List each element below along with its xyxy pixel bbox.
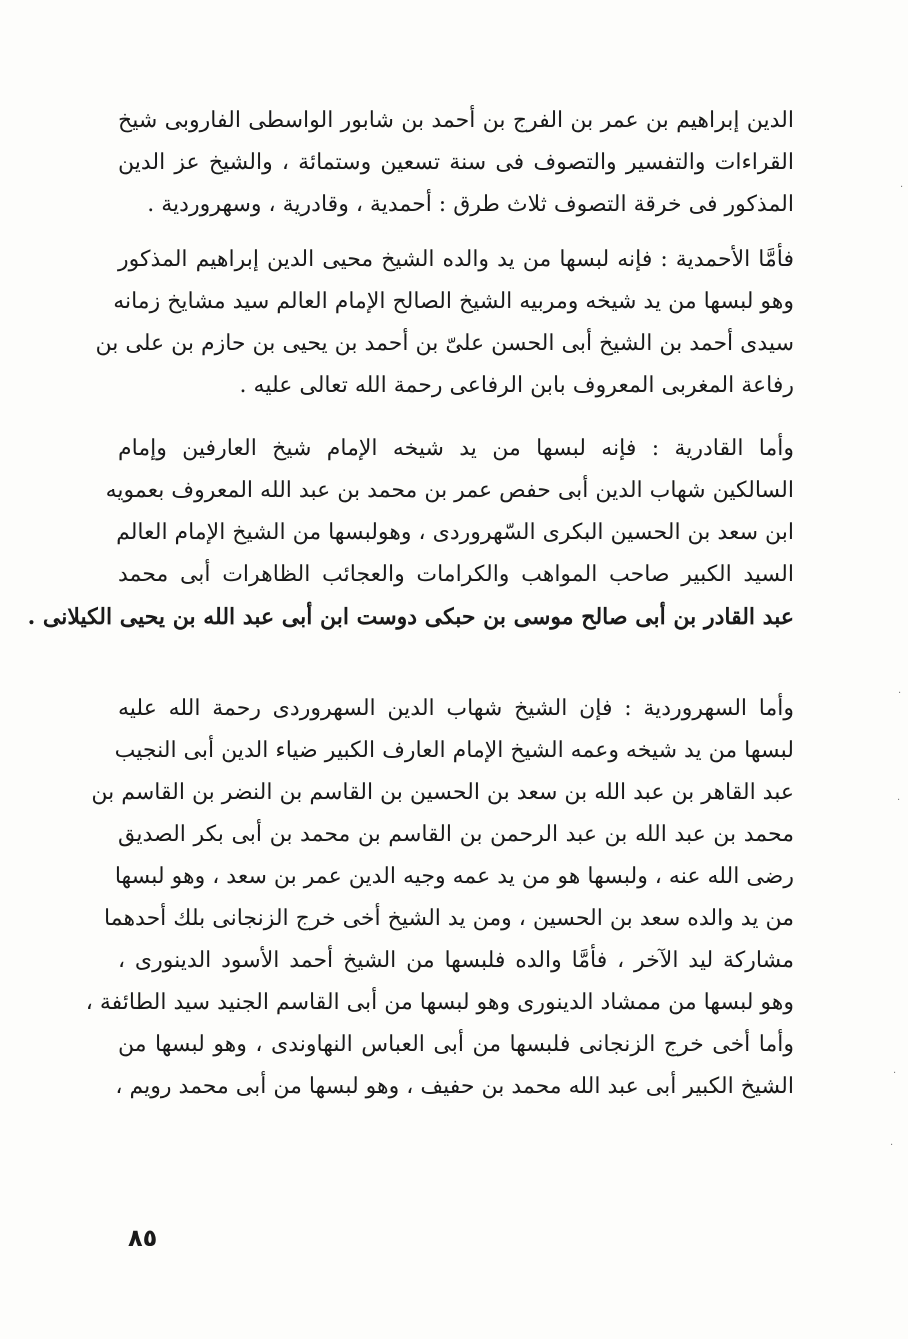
text-line: الشيخ الكبير أبى عبد الله محمد بن حفيف ، وهو لبسها من أبى محمد رويم ، <box>115 1074 794 1099</box>
text-line: لبسها من يد شيخه وعمه الشيخ الإمام العارف الكبير ضياء الدين أبى النجيب <box>114 738 794 763</box>
margin-speck: · <box>893 1068 897 1079</box>
text-line: ابن سعد بن الحسين البكرى السّهروردى ، وهولبسها من الشيخ الإمام العالم <box>116 520 794 545</box>
margin-speck: · <box>900 182 904 193</box>
text-line: من يد والده سعد بن الحسين ، ومن يد الشيخ أخى خرج الزنجانى بلك أحدهما <box>104 906 794 931</box>
text-line: وهو لبسها من ممشاد الدينورى وهو لبسها من أبى القاسم الجنيد سيد الطائفة ، <box>85 990 794 1015</box>
text-line: عبد القادر بن أبى صالح موسى بن حبكى دوست ابن أبى عبد الله بن يحيى الكيلانى . <box>27 604 794 630</box>
margin-speck: · <box>897 795 901 806</box>
text-line: القراءات والتفسير والتصوف فى سنة تسعين وستمائة ، والشيخ عز الدين <box>118 150 794 175</box>
text-line: المذكور فى خرقة التصوف ثلاث طرق : أحمدية ، وقادرية ، وسهروردية . <box>147 192 794 217</box>
text-line: وأما أخى خرج الزنجانى فلبسها من أبى العباس النهاوندى ، وهو لبسها من <box>118 1032 794 1057</box>
text-line: وأما القادرية : فإنه لبسها من يد شيخه الإمام شيخ العارفين وإمام <box>118 436 794 461</box>
paragraph-lineage-intro <box>118 100 794 226</box>
page-number: ٨٥ <box>128 1224 158 1252</box>
text-line: محمد بن عبد الله بن عبد الرحمن بن القاسم بن محمد بن أبى بكر الصديق <box>118 822 794 847</box>
text-line: رضى الله عنه ، ولبسها هو من يد عمه وجيه الدين عمر بن سعد ، وهو لبسها <box>114 864 794 889</box>
text-line: وأما السهروردية : فإن الشيخ شهاب الدين السهروردى رحمة الله عليه <box>118 696 794 721</box>
text-line: فأمَّا الأحمدية : فإنه لبسها من يد والده الشيخ محيى الدين إبراهيم المذكور <box>118 247 794 272</box>
paragraph-suhrawardiyya <box>85 688 794 1108</box>
text-line: وهو لبسها من يد شيخه ومربيه الشيخ الصالح الإمام العالم سيد مشايخ زمانه <box>113 289 794 314</box>
text-line: رفاعة المغربى المعروف بابن الرفاعى رحمة الله تعالى عليه . <box>239 373 794 398</box>
text-line: السالكين شهاب الدين أبى حفص عمر بن محمد بن عبد الله المعروف بعمويه <box>105 478 794 503</box>
text-line: السيد الكبير صاحب المواهب والكرامات والعجائب الظاهرات أبى محمد <box>118 562 794 587</box>
text-line: سيدى أحمد بن الشيخ أبى الحسن علىّ بن أحمد بن يحيى بن حازم بن على بن <box>95 331 794 356</box>
margin-speck: · <box>890 1140 894 1151</box>
text-line: مشاركة ليد الآخر ، فأمَّا والده فلبسها من الشيخ أحمد الأسود الدينورى ، <box>118 948 794 973</box>
paragraph-qadiriyya <box>27 428 794 638</box>
text-line: عبد القاهر بن عبد الله بن سعد بن الحسين بن القاسم بن النضر بن القاسم بن <box>91 780 794 805</box>
text-line: الدين إبراهيم بن عمر بن الفرج بن أحمد بن شابور الواسطى الفاروبى شيخ <box>118 108 794 133</box>
margin-speck: · <box>898 688 902 699</box>
paragraph-ahmadiyya <box>95 239 794 407</box>
